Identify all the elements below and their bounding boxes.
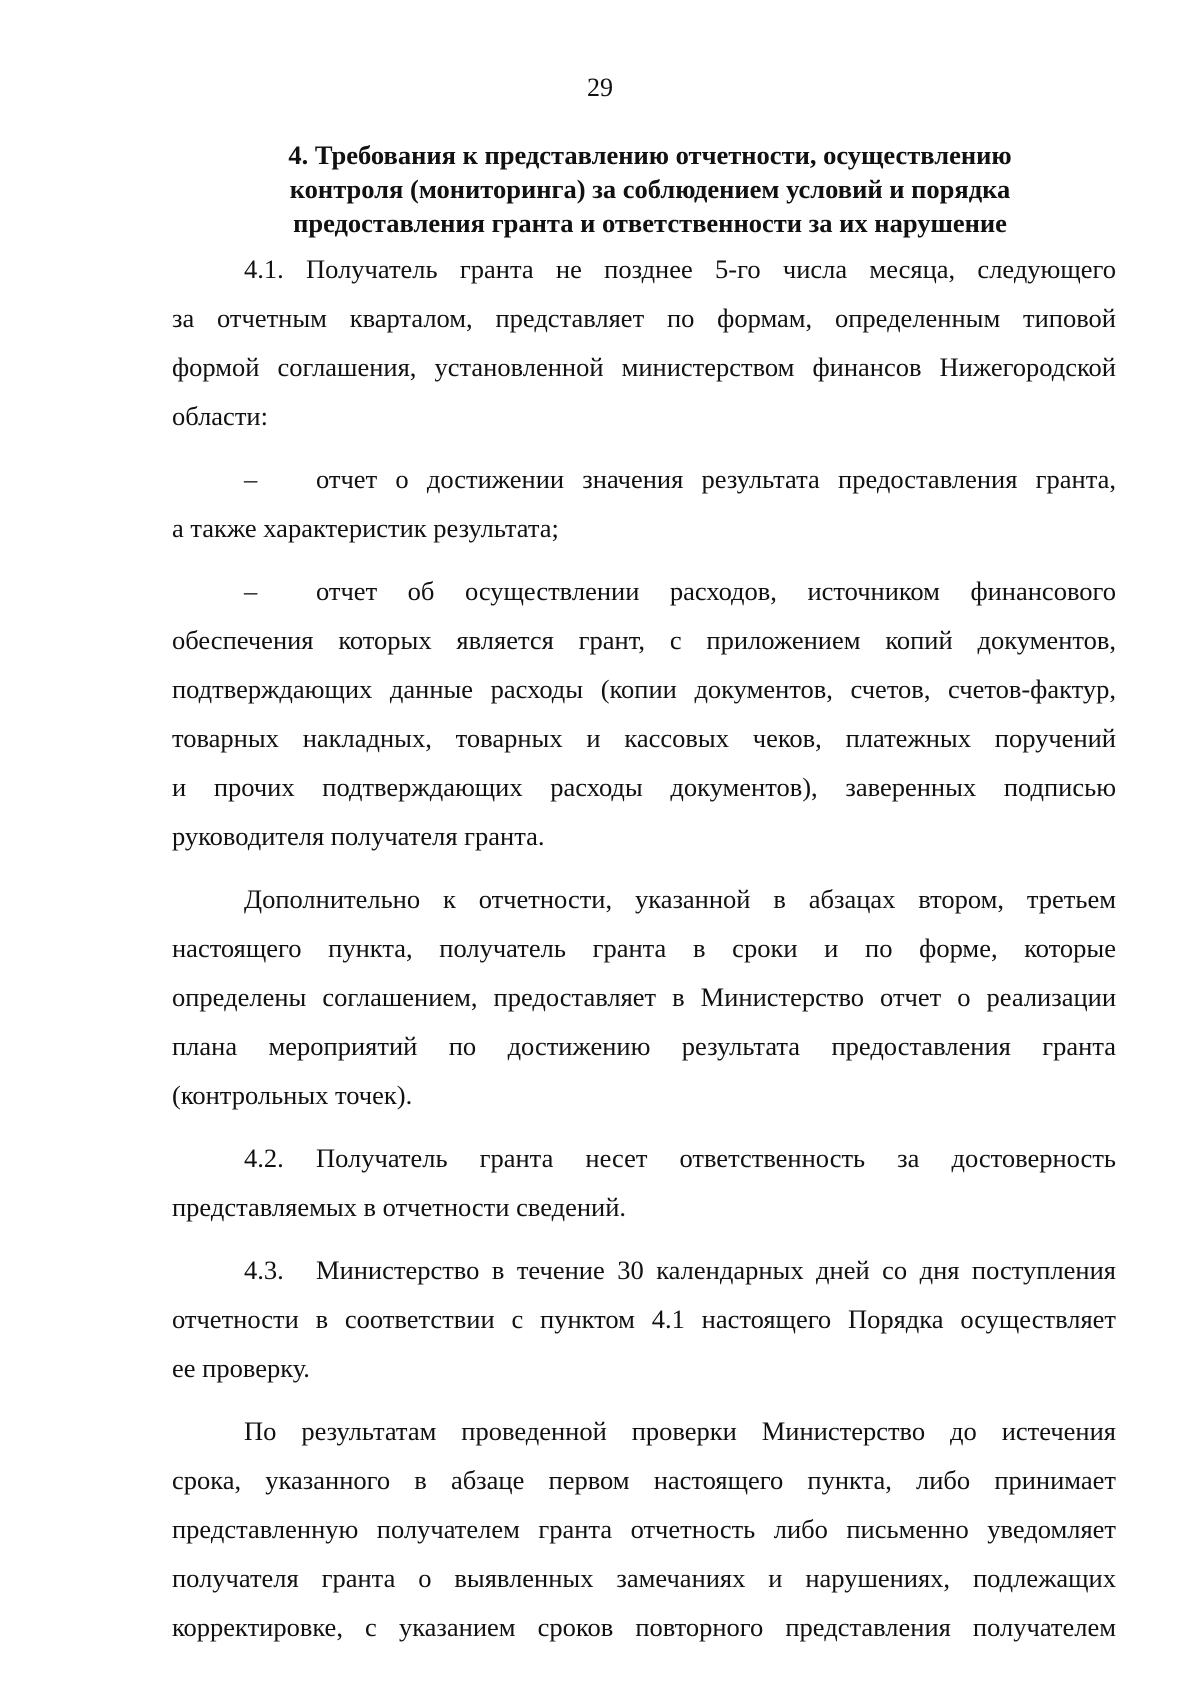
paragraph-line: ее проверку.	[172, 1353, 310, 1383]
paragraph-line: подтверждающих данные расходы (копии документов, счетов, счетов-фактур,	[172, 674, 1116, 704]
paragraph-line: срока, указанного в абзаце первом настоящего пункта, либо принимает	[172, 1465, 1116, 1495]
paragraph-line: и прочих подтверждающих расходы документов), заверенных подписью	[172, 772, 1116, 802]
paragraph-line: (контрольных точек).	[172, 1080, 413, 1110]
paragraph-line: плана мероприятий по достижению результата предоставления гранта	[172, 1031, 1116, 1061]
paragraph-line: области:	[172, 401, 268, 431]
paragraph-line: представленную получателем гранта отчетность либо письменно уведомляет	[172, 1514, 1116, 1544]
paragraph-4-3	[172, 1246, 1116, 1393]
paragraph-line: руководителя получателя гранта.	[172, 821, 545, 851]
paragraph-line: товарных накладных, товарных и кассовых чеков, платежных поручений	[172, 723, 1116, 753]
paragraph-line: обеспечения которых является грант, с приложением копий документов,	[172, 625, 1116, 655]
section-heading	[200, 138, 1100, 240]
paragraph-4-1	[172, 245, 1116, 441]
paragraph-line: По результатам проведенной проверки Министерство до истечения	[244, 1416, 1116, 1446]
paragraph-line: Дополнительно к отчетности, указанной в абзацах втором, третьем	[244, 884, 1116, 914]
body-text	[172, 245, 1116, 1652]
paragraph-line: а также характеристик результата;	[172, 513, 559, 543]
paragraph-additional-reporting	[172, 875, 1116, 1120]
paragraph-line: отчетности в соответствии с пунктом 4.1 настоящего Порядка осуществляет	[172, 1304, 1116, 1334]
dash-marker: –	[244, 464, 258, 494]
paragraph-4-2	[172, 1134, 1116, 1232]
paragraph-line: определены соглашением, предоставляет в Министерство отчет о реализации	[172, 982, 1116, 1012]
heading-line: контроля (мониторинга) за соблюдением условий и порядка	[289, 174, 1011, 204]
clause-number: 4.3.	[244, 1255, 284, 1285]
page-number: 29	[587, 73, 613, 102]
heading-line: предоставления гранта и ответственности за их нарушение	[293, 208, 1007, 238]
paragraph-line: корректировке, с указанием сроков повторного представления получателем	[172, 1612, 1116, 1642]
paragraph-line: отчет о достижении значения результата предоставления гранта,	[316, 464, 1116, 494]
paragraph-line: формой соглашения, установленной министерством финансов Нижегородской	[172, 352, 1116, 382]
clause-number: 4.2.	[244, 1143, 284, 1173]
paragraph-line: Министерство в течение 30 календарных дней со дня поступления	[316, 1255, 1116, 1285]
dash-marker: –	[244, 576, 258, 606]
paragraph-check-results	[172, 1407, 1116, 1652]
bullet-item-report-expenses	[172, 567, 1116, 861]
bullet-item-report-result	[172, 455, 1116, 553]
paragraph-line: отчет об осуществлении расходов, источником финансового	[316, 576, 1116, 606]
heading-line: 4. Требования к представлению отчетности, осуществлению	[288, 140, 1012, 170]
paragraph-line: Получатель гранта несет ответственность за достоверность	[316, 1143, 1116, 1173]
paragraph-line: 4.1. Получатель гранта не позднее 5-го числа месяца, следующего	[244, 254, 1116, 284]
paragraph-line: получателя гранта о выявленных замечаниях и нарушениях, подлежащих	[172, 1563, 1116, 1593]
paragraph-line: за отчетным кварталом, представляет по формам, определенным типовой	[172, 303, 1116, 333]
paragraph-line: представляемых в отчетности сведений.	[172, 1192, 627, 1222]
paragraph-line: настоящего пункта, получатель гранта в сроки и по форме, которые	[172, 933, 1116, 963]
